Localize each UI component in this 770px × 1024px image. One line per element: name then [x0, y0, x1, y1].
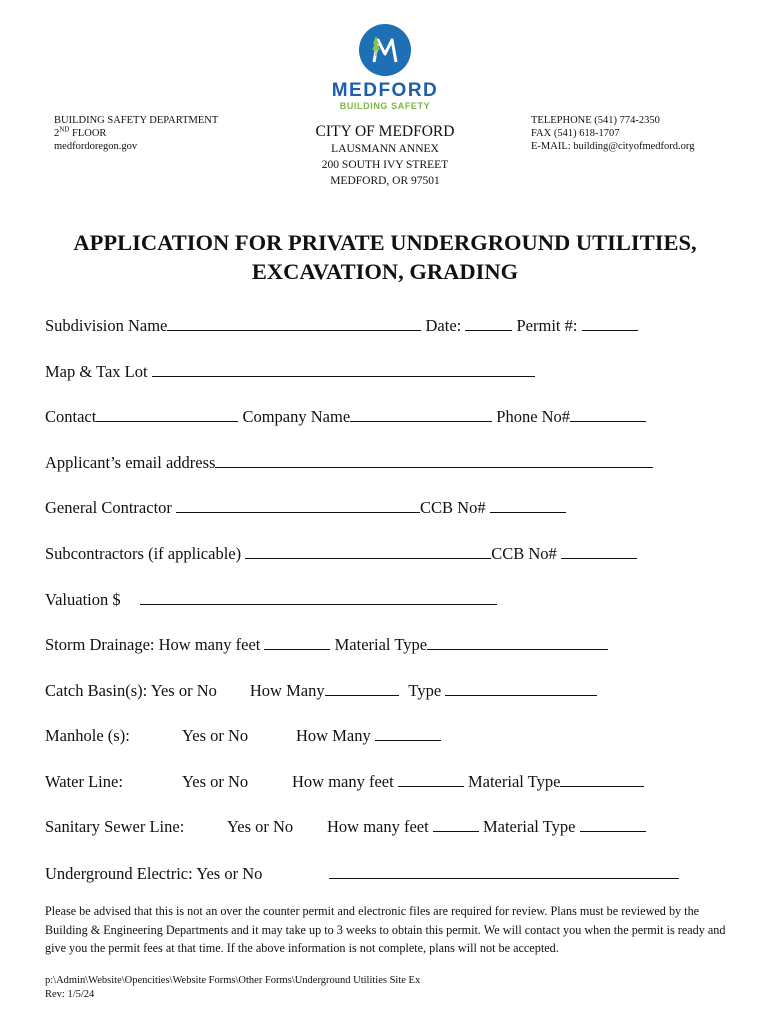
brand-subtitle: BUILDING SAFETY: [339, 101, 431, 111]
address-line-1: LAUSMANN ANNEX: [331, 143, 439, 155]
gc-ccb-field[interactable]: [490, 498, 566, 513]
storm-material-label: Material Type: [330, 635, 428, 654]
map-tax-label: Map & Tax Lot: [45, 362, 152, 381]
row-catch-basin: [45, 681, 597, 701]
permit-label: Permit #:: [512, 316, 582, 335]
manhole-label: Manhole (s):: [45, 726, 130, 745]
storm-label: Storm Drainage: How many feet: [45, 635, 265, 654]
company-label: Company Name: [238, 407, 351, 426]
address-line-2: 200 SOUTH IVY STREET: [321, 159, 449, 171]
manhole-yn: Yes or No: [182, 726, 249, 745]
gc-field[interactable]: [176, 498, 420, 513]
date-field[interactable]: [465, 316, 512, 331]
email-label: Applicant’s email address: [45, 453, 216, 472]
water-yn: Yes or No: [182, 772, 249, 791]
department-info: [54, 114, 218, 153]
sub-ccb-label: CCB No#: [491, 544, 561, 563]
address-line-3: MEDFORD, OR 97501: [330, 175, 440, 187]
water-feet-label: How many feet: [292, 772, 398, 791]
revision: Rev: 1/5/24: [45, 989, 95, 1000]
water-label: Water Line:: [45, 772, 123, 791]
sanitary-material-label: Material Type: [478, 817, 580, 836]
form-title-line-1: APPLICATION FOR PRIVATE UNDERGROUND UTILITIES,: [73, 230, 697, 255]
sanitary-label: Sanitary Sewer Line:: [45, 817, 185, 836]
valuation-field[interactable]: [140, 590, 497, 605]
storm-feet-field[interactable]: [264, 635, 330, 650]
sub-field[interactable]: [245, 544, 491, 559]
phone-field[interactable]: [570, 407, 646, 422]
row-electric: [45, 864, 679, 884]
sub-ccb-field[interactable]: [561, 544, 637, 559]
email-field[interactable]: [215, 453, 653, 468]
telephone: TELEPHONE (541) 774-2350: [531, 115, 660, 126]
row-subcontractors: [45, 544, 637, 564]
gc-label: General Contractor: [45, 498, 177, 517]
row-manhole: [45, 726, 441, 746]
brand-block: [300, 81, 470, 111]
file-path: p:\Admin\Website\Opencities\Website Forms\Other Forms\Underground Utilities Site Ex: [45, 975, 421, 986]
water-feet-field[interactable]: [398, 772, 464, 787]
sanitary-yn: Yes or No: [227, 817, 294, 836]
catch-howmany-label: How Many: [249, 681, 325, 700]
gc-ccb-label: CCB No#: [420, 498, 490, 517]
row-subdivision: [45, 316, 638, 336]
catch-label: Catch Basin(s): Yes or No: [45, 681, 217, 700]
row-valuation: [45, 590, 497, 610]
department-website: medfordoregon.gov: [54, 141, 138, 152]
contact-info: [531, 114, 694, 153]
row-map-tax: [45, 362, 535, 382]
medford-logo-icon: [359, 24, 411, 76]
subdivision-label: Subdivision Name: [45, 316, 168, 335]
catch-type-field[interactable]: [445, 681, 597, 696]
city-name: CITY OF MEDFORD: [315, 123, 455, 140]
catch-howmany-field[interactable]: [325, 681, 399, 696]
form-title-line-2: EXCAVATION, GRADING: [251, 259, 519, 284]
contact-field[interactable]: [96, 407, 238, 422]
manhole-howmany-label: How Many: [296, 726, 375, 745]
city-address: [290, 122, 480, 189]
contact-label: Contact: [45, 407, 97, 426]
row-water: [45, 772, 644, 792]
footer: [45, 974, 420, 1002]
subdivision-field[interactable]: [167, 316, 421, 331]
row-general-contractor: [45, 498, 566, 518]
water-material-label: Material Type: [463, 772, 561, 791]
email-contact: E-MAIL: building@cityofmedford.org: [531, 141, 695, 152]
storm-material-field[interactable]: [427, 635, 608, 650]
sanitary-feet-field[interactable]: [433, 817, 479, 832]
permit-field[interactable]: [582, 316, 638, 331]
valuation-label: Valuation $: [45, 590, 121, 609]
sanitary-material-field[interactable]: [580, 817, 646, 832]
brand-name: MEDFORD: [331, 80, 439, 101]
notice-text: Please be advised that this is not an over the counter permit and electronic files are required for review. Plans must be reviewed by the Building & Engineering Departments and it may take up to 3 weeks to obtain this permit. We will contact you when the permit is ready and give you the permit fees at that time. If the above information is not complete, plans will not be accepted.: [45, 904, 726, 956]
phone-label: Phone No#: [492, 407, 571, 426]
electric-field[interactable]: [329, 864, 679, 879]
sanitary-feet-label: How many feet: [327, 817, 433, 836]
map-tax-field[interactable]: [152, 362, 535, 377]
fax: FAX (541) 618-1707: [531, 128, 620, 139]
company-field[interactable]: [350, 407, 492, 422]
water-material-field[interactable]: [560, 772, 644, 787]
catch-type-label: Type: [404, 681, 446, 700]
department-floor: 2ND FLOOR: [54, 125, 107, 139]
row-storm: [45, 635, 608, 655]
row-email: [45, 453, 653, 473]
manhole-howmany-field[interactable]: [375, 726, 441, 741]
row-sanitary: [45, 817, 646, 837]
form-title: [20, 228, 750, 286]
sub-label: Subcontractors (if applicable): [45, 544, 246, 563]
row-contact: [45, 407, 646, 427]
electric-label: Underground Electric: Yes or No: [45, 864, 263, 883]
department-name: BUILDING SAFETY DEPARTMENT: [54, 115, 219, 126]
date-label: Date:: [421, 316, 466, 335]
